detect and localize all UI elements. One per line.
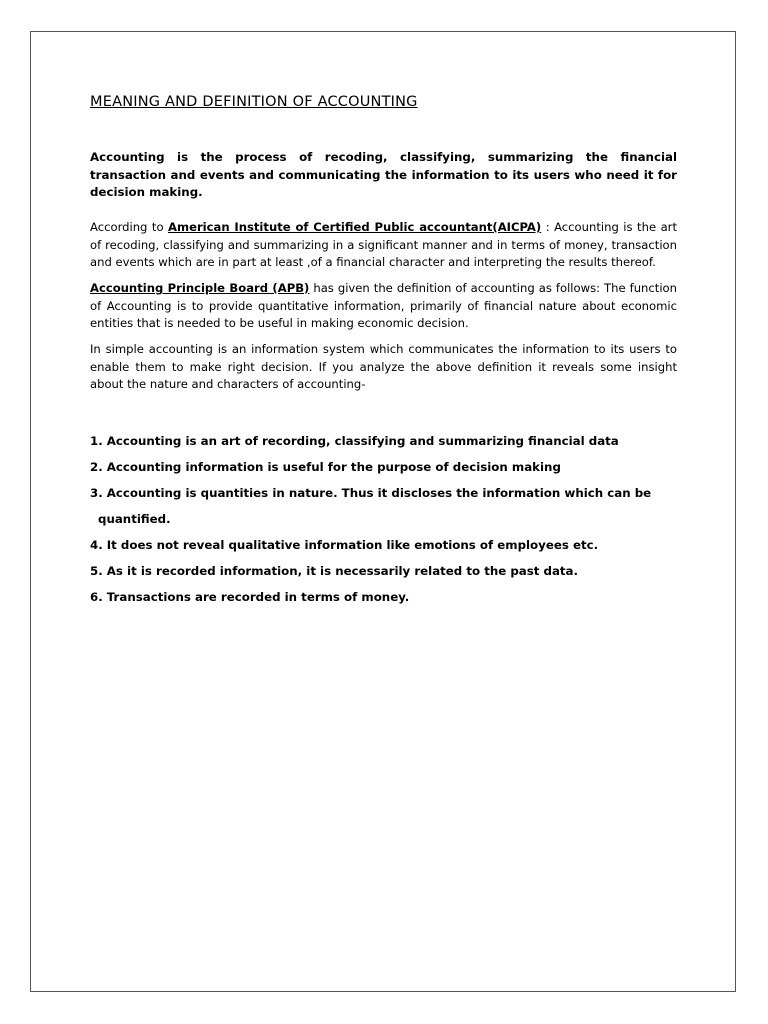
- intro-paragraph: Accounting is the process of recoding, classifying, summarizing the financial transaction and events and communicating the information to its users who need it for decision making.: [90, 150, 677, 199]
- list-item: 3. Accounting is quantities in nature. Thus it discloses the information which can be: [90, 486, 652, 500]
- list-item: 5. As it is recorded information, it is necessarily related to the past data.: [90, 564, 579, 578]
- document-title: MEANING AND DEFINITION OF ACCOUNTING: [90, 94, 418, 110]
- list-item: 6. Transactions are recorded in terms of money.: [90, 590, 410, 604]
- simple-definition-paragraph: In simple accounting is an information system which communicates the information to its users to enable them to make right decision. If you analyze the above definition it reveals some insight about the nature and characters of accounting-: [90, 342, 677, 391]
- list-item: 2. Accounting information is useful for the purpose of decision making: [90, 460, 561, 474]
- list-item: 4. It does not reveal qualitative information like emotions of employees etc.: [90, 538, 599, 552]
- apb-definition-paragraph: [90, 280, 677, 333]
- aicpa-term: American Institute of Certified Public accountant(AICPA): [168, 220, 542, 234]
- apb-term: Accounting Principle Board (APB): [90, 281, 310, 295]
- list-item: 1. Accounting is an art of recording, classifying and summarizing financial data: [90, 434, 619, 448]
- apb-text: has given the definition of accounting as follows: The function of Accounting is to provide quantitative information, primarily of financial nature about economic entities that is needed to be useful in making economic decision.: [90, 281, 677, 330]
- characteristics-list: [90, 428, 690, 610]
- aicpa-prefix: According to: [90, 220, 169, 234]
- aicpa-text: : Accounting is the art of recoding, classifying and summarizing in a significant manner and in terms of money, transaction and events which are in part at least ,of a financial character and interpreting the results thereof.: [90, 220, 677, 269]
- list-item-continuation: quantified.: [98, 512, 171, 526]
- aicpa-definition-paragraph: [90, 219, 677, 272]
